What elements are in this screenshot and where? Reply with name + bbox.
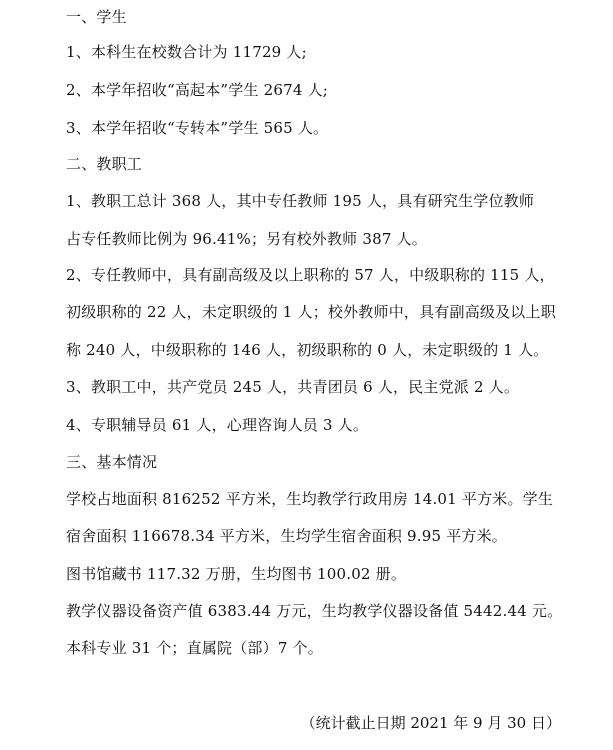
basic-area-line-1: 学校占地面积 816252 平方米，生均教学行政用房 14.01 平方米。学生 bbox=[66, 490, 554, 508]
students-item-2: 2、本学年招收“高起本”学生 2674 人; bbox=[66, 81, 329, 99]
staff-item-3: 3、教职工中，共产党员 245 人，共青团员 6 人，民主党派 2 人。 bbox=[66, 378, 520, 396]
students-item-1: 1、本科生在校数合计为 11729 人; bbox=[66, 43, 307, 61]
staff-item-1-line-1: 1、教职工总计 368 人，其中专任教师 195 人，具有研究生学位教师 bbox=[66, 192, 535, 210]
section-heading-staff: 二、教职工 bbox=[66, 155, 143, 173]
section-heading-basic: 三、基本情况 bbox=[66, 453, 158, 471]
staff-item-2-line-3: 称 240 人，中级职称的 146 人，初级职称的 0 人，未定职级的 1 人。 bbox=[66, 341, 549, 359]
staff-item-1-line-2: 占专任教师比例为 96.41%；另有校外教师 387 人。 bbox=[66, 230, 427, 248]
basic-equipment: 教学仪器设备资产值 6383.44 万元，生均教学仪器设备值 5442.44 元。 bbox=[66, 602, 563, 620]
students-item-3: 3、本学年招收“专转本”学生 565 人。 bbox=[66, 119, 329, 137]
staff-item-2-line-2: 初级职称的 22 人，未定职级的 1 人；校外教师中，具有副高级及以上职 bbox=[66, 303, 556, 321]
basic-area-line-2: 宿舍面积 116678.34 平方米，生均学生宿舍面积 9.95 平方米。 bbox=[66, 527, 507, 545]
basic-books: 图书馆藏书 117.32 万册，生均图书 100.02 册。 bbox=[66, 565, 407, 583]
statistics-date-note: （统计截止日期 2021 年 9 月 30 日） bbox=[300, 714, 561, 732]
staff-item-4: 4、专职辅导员 61 人，心理咨询人员 3 人。 bbox=[66, 416, 369, 434]
staff-item-2-line-1: 2、专任教师中，具有副高级及以上职称的 57 人，中级职称的 115 人， bbox=[66, 266, 555, 284]
basic-majors: 本科专业 31 个；直属院（部）7 个。 bbox=[66, 639, 323, 657]
section-heading-students: 一、学生 bbox=[66, 8, 127, 26]
